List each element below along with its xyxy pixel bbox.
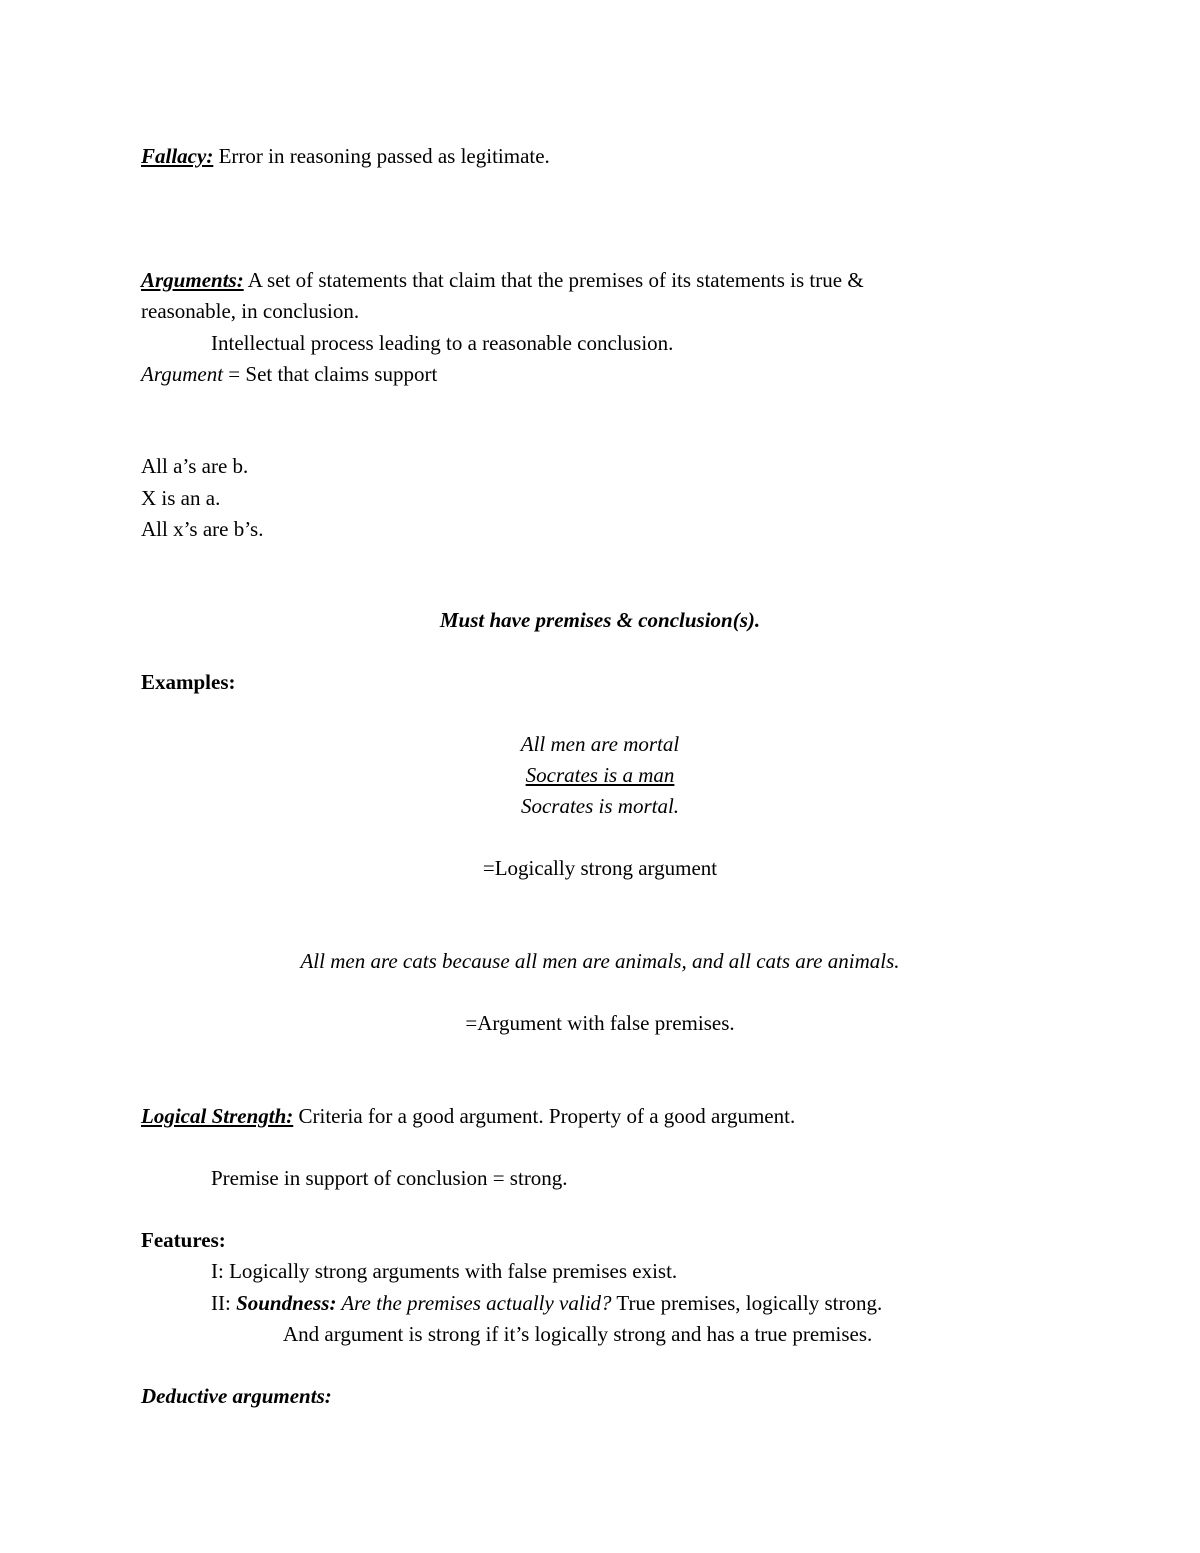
example1-line1: All men are mortal	[520, 732, 680, 756]
features-item-1: I: Logically strong arguments with false premises exist.	[211, 1259, 678, 1283]
soundness-question: Are the premises actually valid?	[336, 1291, 612, 1315]
argument-term: Argument	[141, 362, 224, 386]
example1-line2: Socrates is a man	[525, 763, 675, 787]
syllogism-line-1: All a’s are b.	[141, 454, 249, 478]
features-item-2	[211, 1290, 882, 1316]
features-item-2-continuation: And argument is strong if it’s logically strong and has a true premises.	[283, 1322, 873, 1346]
arguments-definition-line2: reasonable, in conclusion.	[141, 299, 360, 323]
must-have-statement: Must have premises & conclusion(s).	[439, 608, 761, 632]
deductive-heading: Deductive arguments:	[141, 1384, 332, 1408]
example2-result: =Argument with false premises.	[465, 1011, 735, 1035]
arguments-paragraph	[141, 267, 864, 293]
syllogism-line-3: All x’s are b’s.	[141, 517, 264, 541]
arguments-definition-line1: A set of statements that claim that the premises of its statements is true &	[243, 268, 864, 292]
example2-text: All men are cats because all men are animals, and all cats are animals.	[300, 949, 900, 973]
arguments-process: Intellectual process leading to a reasonable conclusion.	[211, 331, 674, 355]
argument-def: = Set that claims support	[223, 362, 438, 386]
soundness-rest: True premises, logically strong.	[611, 1291, 883, 1315]
features-heading: Features:	[141, 1228, 226, 1252]
fallacy-paragraph	[141, 143, 550, 169]
example1-line2-wrap	[0, 762, 1200, 788]
example1-line3: Socrates is mortal.	[520, 794, 680, 818]
logical-strength-term: Logical Strength:	[141, 1104, 294, 1128]
examples-heading: Examples:	[141, 670, 236, 694]
logical-strength-paragraph	[141, 1103, 795, 1129]
argument-definition	[141, 361, 437, 387]
arguments-term: Arguments:	[141, 268, 244, 292]
soundness-term: Soundness:	[236, 1291, 337, 1315]
example1-result: =Logically strong argument	[482, 856, 718, 880]
logical-strength-definition: Criteria for a good argument. Property of a good argument.	[293, 1104, 796, 1128]
features-item2-prefix: II:	[211, 1291, 237, 1315]
fallacy-term: Fallacy:	[141, 144, 214, 168]
syllogism-line-2: X is an a.	[141, 486, 221, 510]
fallacy-definition: Error in reasoning passed as legitimate.	[213, 144, 550, 168]
logical-strength-premise: Premise in support of conclusion = strong.	[211, 1166, 568, 1190]
